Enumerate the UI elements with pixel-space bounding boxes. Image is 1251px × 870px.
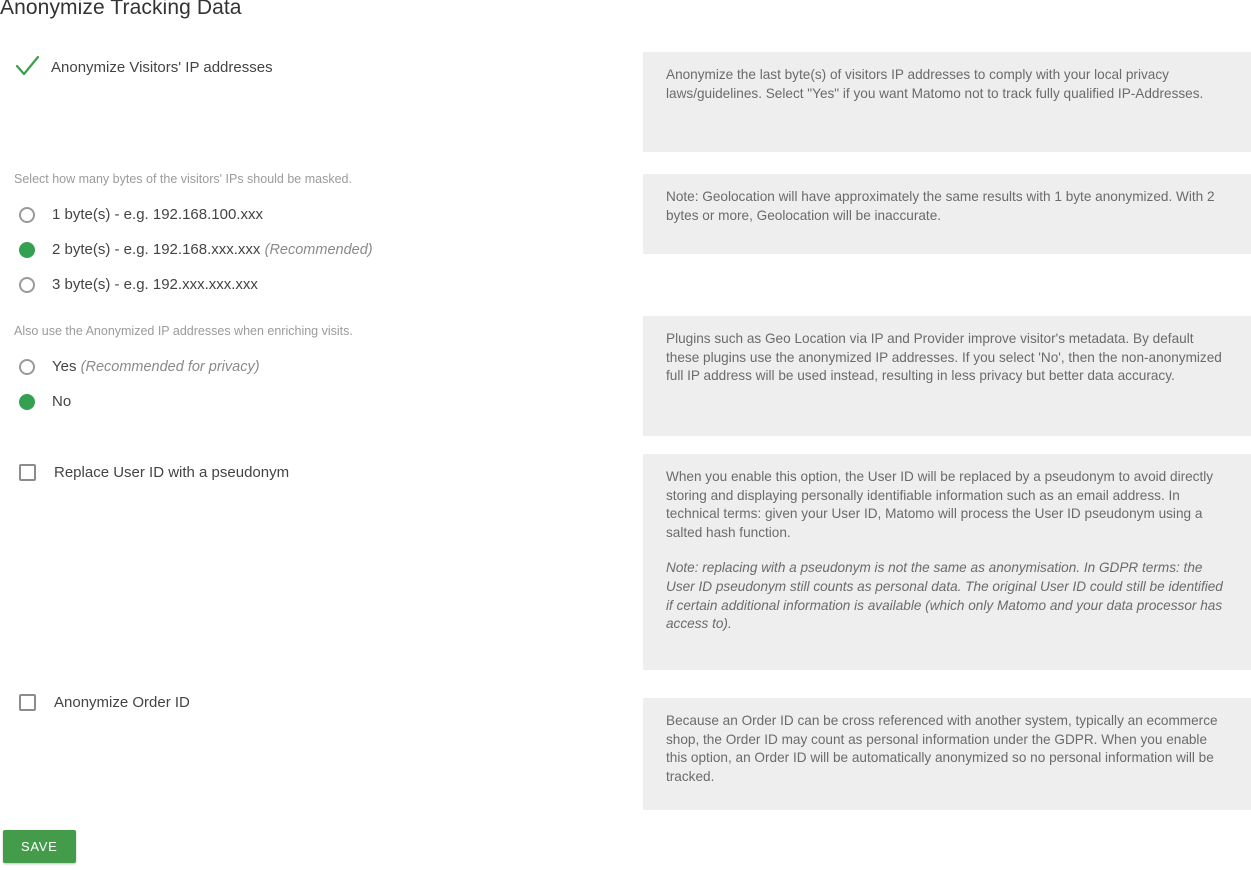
anonymize-ip-label: Anonymize Visitors' IP addresses [51,58,273,76]
page-title: Anonymize Tracking Data [0,0,242,19]
use-anonymized-ip-option-yes-label: Yes [52,358,77,375]
mask-bytes-option-2-label: 2 byte(s) - e.g. 192.168.xxx.xxx [52,241,261,258]
anonymize-order-id-checkbox[interactable] [14,694,190,711]
mask-bytes-group [14,172,373,302]
mask-bytes-option-3[interactable] [14,267,373,302]
mask-bytes-option-2-note: (Recommended) [264,242,373,258]
anonymize-order-id-help-text: Because an Order ID can be cross referenced with another system, typically an ecommerce shop, the Order ID may count as personal information under the GDPR. When you enable this option, an Order ID will be automatically anonymized so no personal information will be tracked. [666,713,1218,784]
mask-bytes-option-1-label: 1 byte(s) - e.g. 192.168.100.xxx [52,206,263,223]
use-anonymized-ip-option-no-label: No [52,393,72,410]
mask-bytes-help-text: Note: Geolocation will have approximately the same results with 1 byte anonymized. With 2 bytes or more, Geolocation will be inaccurate. [666,189,1215,223]
mask-bytes-option-1[interactable] [14,197,373,232]
replace-user-id-row[interactable] [14,464,289,481]
anonymize-order-id-label: Anonymize Order ID [54,694,190,711]
anonymize-order-id-row[interactable] [14,694,190,711]
replace-user-id-label: Replace User ID with a pseudonym [54,464,290,481]
use-anonymized-ip-caption: Also use the Anonymized IP addresses when enriching visits. [14,324,353,338]
anonymize-ip-help-text: Anonymize the last byte(s) of visitors IP addresses to comply with your local privacy laws/guidelines. Select "Yes" if you want Matomo not to track fully qualified IP-Addresses. [666,67,1204,101]
use-anonymized-ip-group [14,324,353,419]
mask-bytes-help [643,174,1251,254]
anonymize-order-id-help [643,698,1251,810]
use-anonymized-ip-help [643,316,1251,436]
replace-user-id-help-text-2: Note: replacing with a pseudonym is not the same as anonymisation. In GDPR terms: the User ID pseudonym still counts as personal data. The original User ID could still be identified if certain additional information is available (which only Matomo and your data processor has access to). [666,560,1223,632]
check-icon [14,54,40,80]
use-anonymized-ip-option-yes[interactable] [14,349,353,384]
radio-icon[interactable] [19,207,35,223]
anonymize-ip-help [643,52,1251,152]
use-anonymized-ip-help-text: Plugins such as Geo Location via IP and Provider improve visitor's metadata. By default these plugins use the anonymized IP addresses. If you select 'No', then the non-anonymized full IP address will be used instead, resulting in less privacy but better data accuracy. [666,331,1222,384]
replace-user-id-help [643,454,1251,670]
radio-icon-selected[interactable] [19,394,35,410]
anonymize-ip-checkbox[interactable] [14,54,273,80]
use-anonymized-ip-option-no[interactable] [14,384,353,419]
save-button[interactable]: SAVE [3,830,76,863]
use-anonymized-ip-option-yes-note: (Recommended for privacy) [80,359,260,375]
radio-icon-selected[interactable] [19,242,35,258]
checkbox-icon[interactable] [19,464,36,481]
replace-user-id-checkbox[interactable] [14,464,289,481]
mask-bytes-caption: Select how many bytes of the visitors' IPs should be masked. [14,172,352,186]
replace-user-id-help-text-1: When you enable this option, the User ID will be replaced by a pseudonym to avoid directly storing and displaying personally identifiable information such as an email address. In technical terms: given your User ID, Matomo will process the User ID pseudonym using a salted hash function. [666,469,1214,540]
anonymize-ip-checkbox-row[interactable] [14,54,273,80]
mask-bytes-option-3-label: 3 byte(s) - e.g. 192.xxx.xxx.xxx [52,276,258,293]
mask-bytes-option-2[interactable] [14,232,373,267]
radio-icon[interactable] [19,277,35,293]
checkbox-icon[interactable] [19,694,36,711]
radio-icon[interactable] [19,359,35,375]
